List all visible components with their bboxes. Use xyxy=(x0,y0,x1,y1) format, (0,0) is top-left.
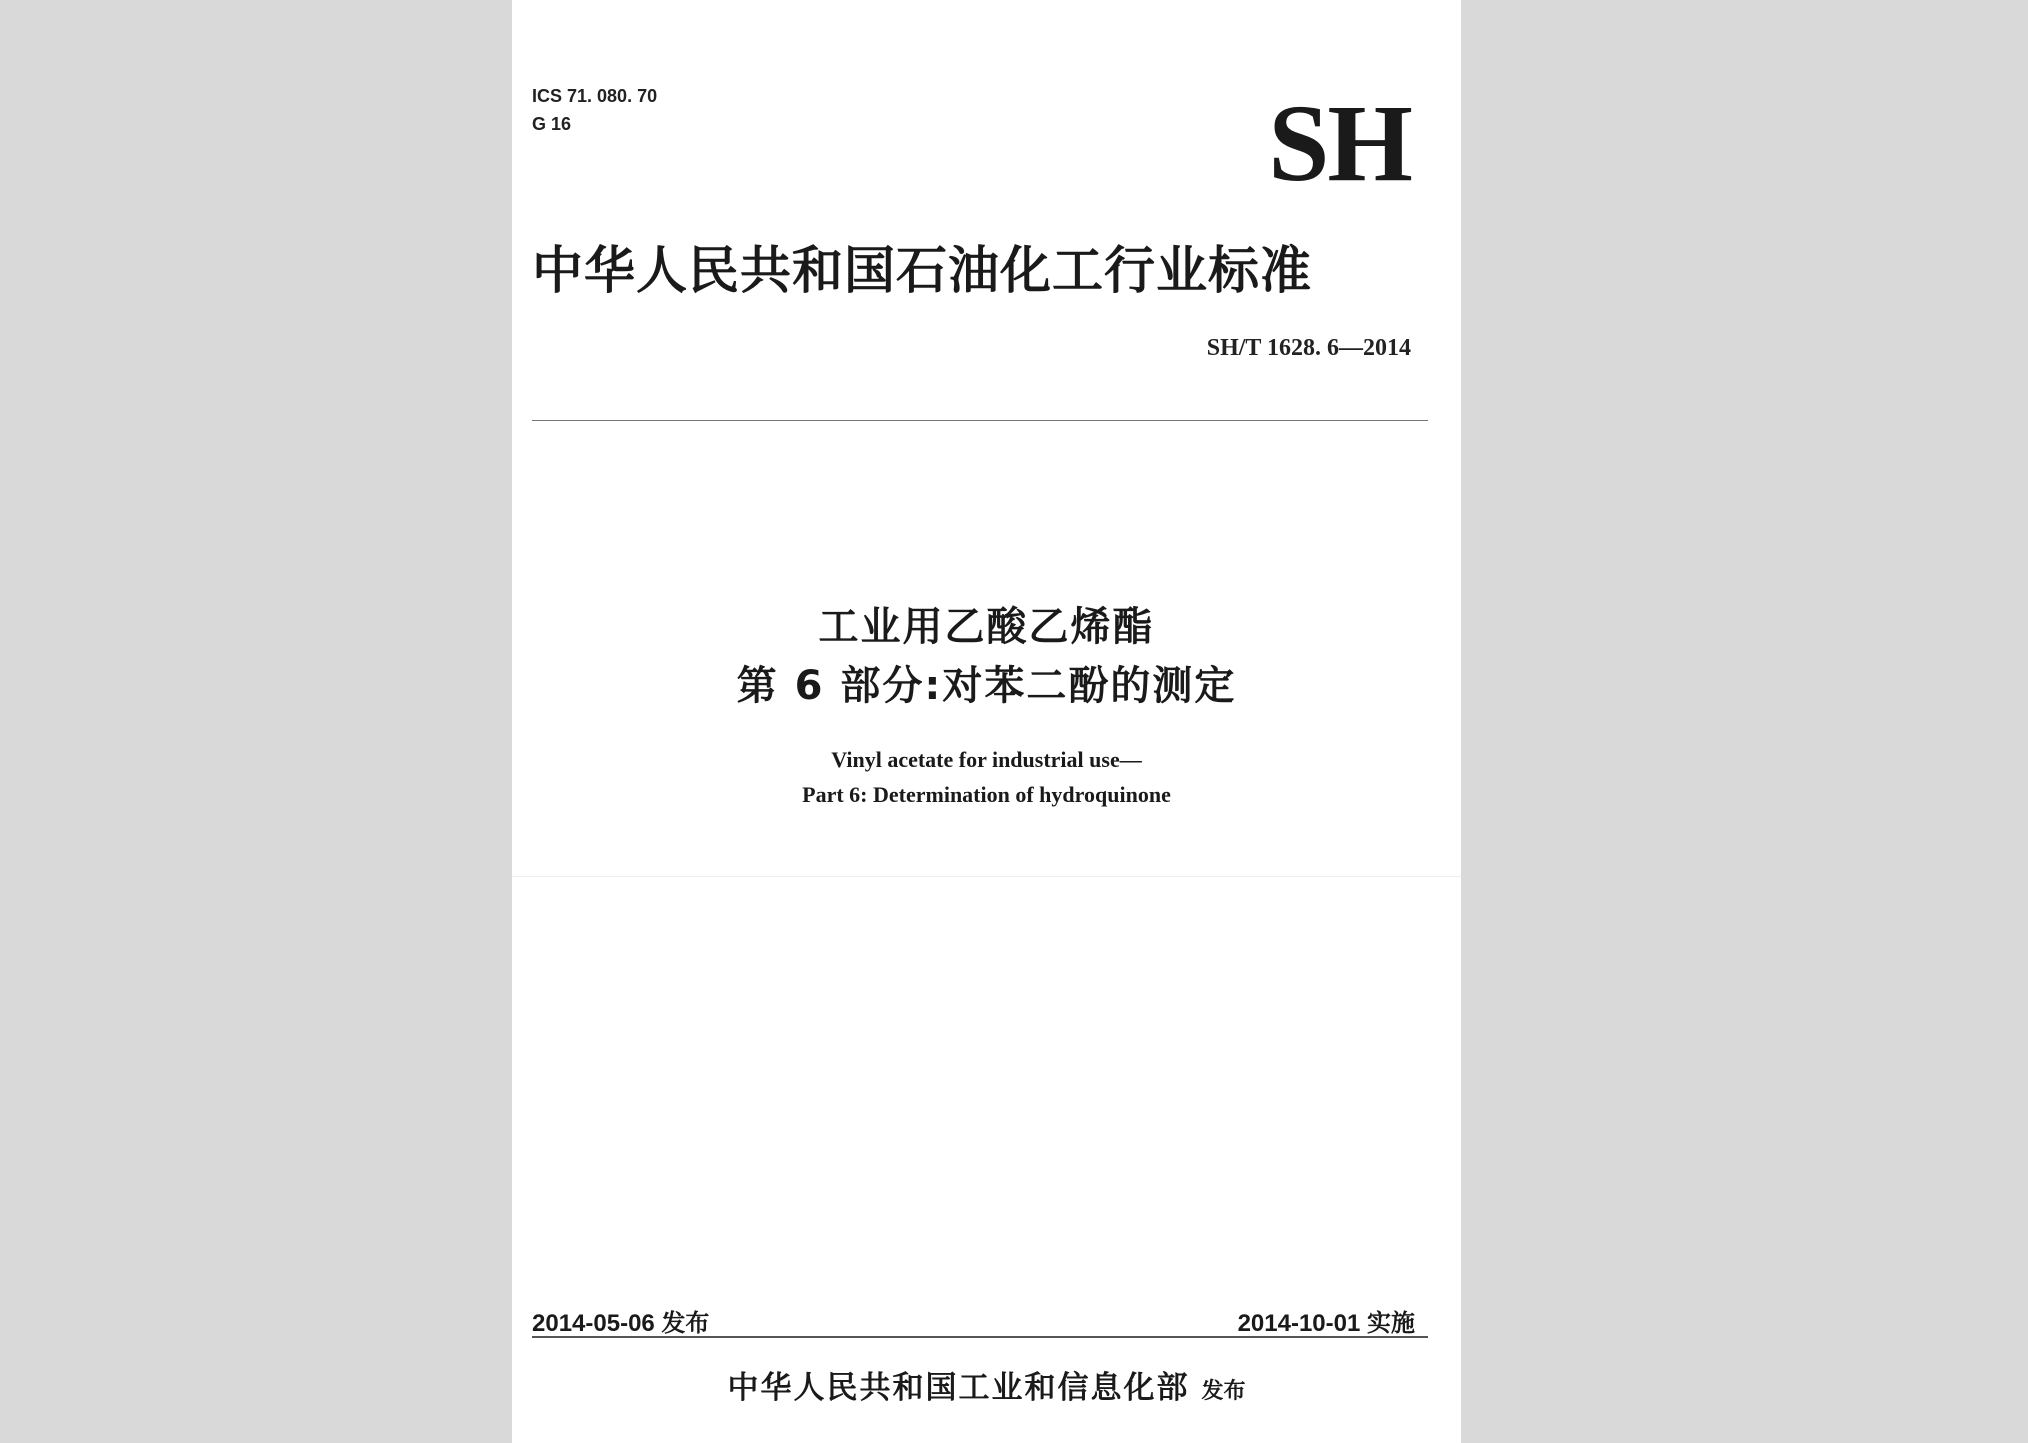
scan-fold-line xyxy=(512,876,1461,877)
bottom-divider xyxy=(532,1336,1428,1338)
classification-code: G 16 xyxy=(532,114,572,134)
implementation-date: 2014-10-01 实施 xyxy=(1237,1310,1415,1337)
title-english-line2: Part 6: Determination of hydroquinone xyxy=(802,782,1171,807)
title-chinese-line1: 工业用乙酸乙烯酯 xyxy=(818,604,1155,650)
publisher xyxy=(512,1368,1461,1412)
ics-code: ICS 71. 080. 70 xyxy=(532,86,658,106)
publisher-name: 中华人民共和国工业和信息化部 xyxy=(727,1370,1190,1406)
issue-date: 2014-05-06 发布 xyxy=(532,1310,710,1337)
standard-cover-page xyxy=(512,0,1461,1443)
publisher-suffix: 发布 xyxy=(1201,1379,1246,1404)
organization-title: 中华人民共和国石油化工行业标准 xyxy=(532,242,1313,301)
title-english-line1: Vinyl acetate for industrial use— xyxy=(831,747,1142,772)
top-divider xyxy=(532,420,1428,421)
sh-logo: SH xyxy=(1268,82,1411,204)
standard-number: SH/T 1628. 6—2014 xyxy=(1206,335,1411,361)
title-chinese-line2: 第 6 部分:对苯二酚的测定 xyxy=(736,663,1237,709)
